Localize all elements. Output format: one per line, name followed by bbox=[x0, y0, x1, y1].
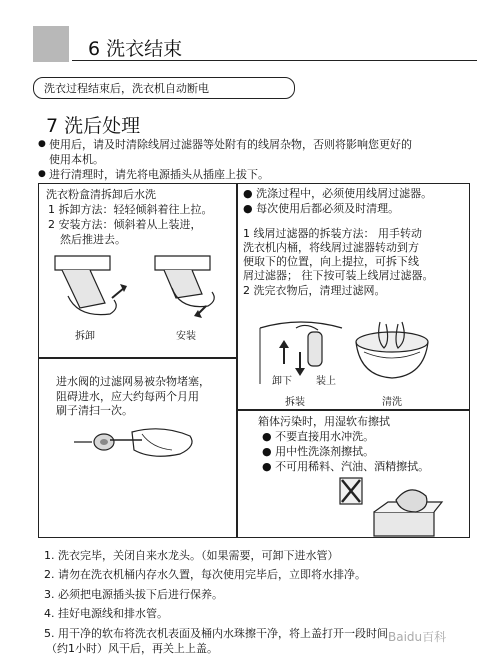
watermark: Baidu百科 bbox=[388, 630, 447, 644]
box2-line4: 屑过滤器； 往下按可装上线屑过滤器。 bbox=[243, 269, 434, 282]
box4-heading: 箱体污染时，用湿软布擦拭 bbox=[258, 415, 390, 428]
drawer-install-illustration bbox=[150, 248, 235, 323]
inlet-brush-illustration bbox=[72, 420, 202, 466]
box1-heading: 洗衣粉盒清拆卸后水洗 bbox=[46, 188, 156, 201]
footer-note-2: 2. 请勿在洗衣机桶内存水久置，每次使用完毕后，立即将水排净。 bbox=[44, 568, 366, 582]
grid-divider-vertical bbox=[236, 183, 238, 538]
box2-line5: 2 洗完衣物后，清理过滤网。 bbox=[243, 284, 386, 297]
section-7-bullets bbox=[38, 137, 468, 182]
section-6-rule bbox=[72, 60, 477, 61]
footer-note-3: 3. 必须把电源插头拔下后进行保养。 bbox=[44, 587, 223, 601]
section-7-title: 7 洗后处理 bbox=[46, 115, 141, 137]
grid-divider-left bbox=[38, 357, 236, 359]
box1-step2: 2 安装方法：倾斜着从上装进， bbox=[48, 218, 202, 231]
box1-label-install: 安装 bbox=[176, 331, 196, 342]
box4-bullet1: ● 不要直接用水冲洗。 bbox=[262, 430, 375, 443]
bullet-unplug: ● 进行清理时，请先将电源插头从插座上拔下。 bbox=[38, 167, 468, 182]
footer-note-4: 4. 挂好电源线和排水管。 bbox=[44, 607, 168, 621]
cabinet-wipe-illustration bbox=[330, 472, 450, 538]
bullet-clean-lint-cont: 使用本机。 bbox=[49, 153, 104, 166]
drawer-remove-illustration bbox=[50, 248, 135, 323]
auto-poweroff-notice: 洗衣过程结束后，洗衣机自动断电 bbox=[33, 77, 295, 99]
section-6-title: 6 洗衣结束 bbox=[88, 38, 183, 60]
box2-arrow-up-label: 装上 bbox=[316, 376, 336, 387]
box1-step2b: 然后推进去。 bbox=[60, 233, 126, 246]
box2-label-clean: 清洗 bbox=[382, 397, 402, 408]
box1-step1: 1 拆卸方法：轻轻倾斜着往上拉。 bbox=[48, 203, 213, 216]
box2-line2: 洗衣机内桶，将线屑过滤器转动到方 bbox=[243, 241, 419, 254]
box3-line3: 刷子清扫一次。 bbox=[56, 404, 133, 417]
box2-line3: 便取下的位置，向上提拉，可拆下线 bbox=[243, 255, 419, 268]
grid-divider-right bbox=[236, 409, 470, 411]
box2-bullet2: ● 每次使用后都必须及时清理。 bbox=[243, 202, 400, 215]
box2-label-remove: 拆装 bbox=[285, 397, 305, 408]
footer-note-5: 5. 用干净的软布将洗衣机表面及桶内水珠擦干净，将上盖打开一段时间 bbox=[44, 626, 388, 640]
filter-clean-illustration bbox=[350, 318, 435, 384]
box1-label-remove: 拆卸 bbox=[75, 331, 95, 342]
box3-line2: 阻碍进水，应大约每两个月用 bbox=[56, 390, 199, 403]
box3-line1: 进水阀的过滤网易被杂物堵塞， bbox=[56, 375, 210, 388]
box2-bullet1: ● 洗涤过程中，必须使用线屑过滤器。 bbox=[243, 187, 433, 200]
box2-arrow-down-label: 卸下 bbox=[272, 376, 292, 387]
box2-line1: 1 线屑过滤器的拆装方法： 用手转动 bbox=[243, 227, 422, 240]
box4-bullet3: ● 不可用稀料、汽油、酒精擦拭。 bbox=[262, 460, 430, 473]
footer-note-5-cont: （约1小时）风干后，再关上上盖。 bbox=[46, 642, 218, 655]
footer-note-1: 1. 洗衣完毕，关闭自来水龙头。（如果需要，可卸下进水管） bbox=[44, 549, 339, 562]
section-marker-block bbox=[33, 26, 69, 62]
bullet-clean-lint: ● 使用后，请及时清除线屑过滤器等处附有的线屑杂物，否则将影响您更好的 bbox=[38, 137, 468, 152]
box4-bullet2: ● 用中性洗涤剂擦拭。 bbox=[262, 445, 375, 458]
